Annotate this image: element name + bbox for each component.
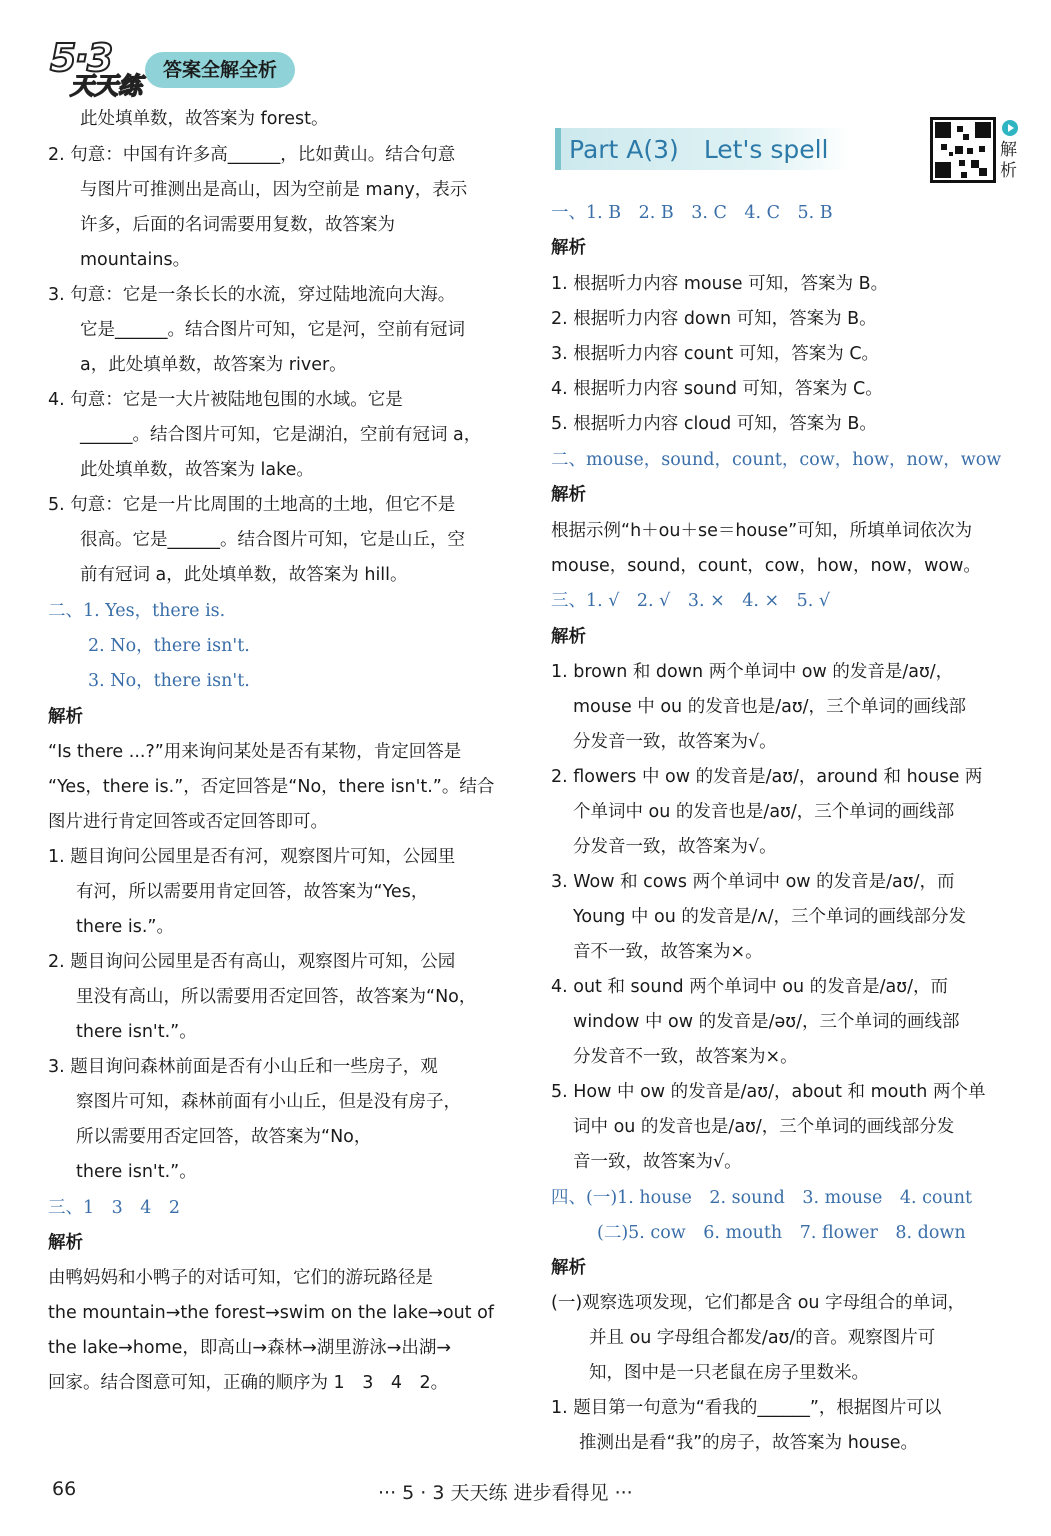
left-text-line: 3. 句意：它是一条长长的水流，穿过陆地流向大海。 <box>48 285 456 305</box>
left-text-line: 察图片可知，森林前面有小山丘，但是没有房子， <box>76 1092 461 1112</box>
left-text-line: there isn't.”。 <box>76 1022 197 1042</box>
right-text-line: 解析 <box>551 485 586 505</box>
right-text-line: 并且 ou 字母组合都发/aʊ/的音。观察图片可 <box>589 1328 936 1348</box>
qr-label: 解析 <box>1000 140 1017 181</box>
right-text-line: 4. 根据听力内容 sound 可知，答案为 C。 <box>551 379 883 399</box>
left-text-line: a，此处填单数，故答案为 river。 <box>80 355 347 375</box>
left-text-line: 2. No，there isn't. <box>88 636 250 656</box>
right-text-line: 3. 根据听力内容 count 可知，答案为 C。 <box>551 344 880 364</box>
right-text-line: 解析 <box>551 627 586 647</box>
left-text-line: there isn't.”。 <box>76 1162 197 1182</box>
left-text-line: 解析 <box>48 1233 83 1253</box>
right-text-line: 分发音不一致，故答案为×。 <box>573 1047 798 1067</box>
right-text-line: (二)5. cow 6. mouth 7. flower 8. down <box>597 1223 966 1243</box>
left-text-line: 由鸭妈妈和小鸭子的对话可知，它们的游玩路径是 <box>48 1268 433 1288</box>
right-text-line: 二、mouse，sound，count，cow，how，now，wow <box>551 450 1002 470</box>
left-text-line: “Is there ...?”用来询问某处是否有某物，肯定回答是 <box>48 742 462 762</box>
left-text-line: 里没有高山，所以需要用否定回答，故答案为“No， <box>76 987 477 1007</box>
right-text-line: mouse，sound，count，cow，how，now，wow。 <box>551 556 981 576</box>
section-title-text: Part A(3) Let's spell <box>569 135 829 164</box>
right-text-line: 个单词中 ou 的发音也是/aʊ/，三个单词的画线部 <box>573 802 955 822</box>
logo-text: 天天练 <box>70 72 142 100</box>
page-header <box>40 36 440 100</box>
footer-slogan: ··· 5 · 3 天天练 进步看得见 ··· <box>378 1482 633 1504</box>
right-text-line: 2. flowers 中 ow 的发音是/aʊ/，around 和 house 两 <box>551 767 983 787</box>
play-icon <box>1002 120 1018 136</box>
left-text-line: 3. No，there isn't. <box>88 671 250 691</box>
brand-logo <box>50 36 150 102</box>
left-text-line: 有河，所以需要用肯定回答，故答案为“Yes， <box>76 882 429 902</box>
left-text-line: 1. 题目询问公园里是否有河，观察图片可知，公园里 <box>48 847 456 867</box>
left-text-line: 2. 句意：中国有许多高______，比如黄山。结合句意 <box>48 145 456 165</box>
left-text-line: there is.”。 <box>76 917 174 937</box>
left-text-line: 二、1. Yes，there is. <box>48 601 226 621</box>
right-text-line: 四、(一)1. house 2. sound 3. mouse 4. count <box>551 1188 973 1208</box>
right-text-line: 音一致，故答案为√。 <box>573 1152 742 1172</box>
page-number: 66 <box>52 1478 77 1500</box>
left-text-line: ______。结合图片可知，它是湖泊，空前有冠词 a， <box>80 425 482 445</box>
left-text-line: 与图片可推测出是高山，因为空前是 many，表示 <box>80 180 468 200</box>
qr-code-icon[interactable] <box>930 117 996 183</box>
right-text-line: 知，图中是一只老鼠在房子里数米。 <box>589 1363 869 1383</box>
left-text-line: 图片进行肯定回答或否定回答即可。 <box>48 812 328 832</box>
left-text-line: 5. 句意：它是一片比周围的土地高的土地，但它不是 <box>48 495 456 515</box>
right-text-line: (一)观察选项发现，它们都是含 ou 字母组合的单词， <box>551 1293 966 1313</box>
left-text-line: 此处填单数，故答案为 lake。 <box>80 460 314 480</box>
right-text-line: 分发音一致，故答案为√。 <box>573 732 777 752</box>
left-text-line: 前有冠词 a，此处填单数，故答案为 hill。 <box>80 565 408 585</box>
left-text-line: the mountain→the forest→swim on the lake→out of <box>48 1303 494 1323</box>
left-text-line: 三、1 3 4 2 <box>48 1198 181 1218</box>
right-text-line: 5. 根据听力内容 cloud 可知，答案为 B。 <box>551 414 877 434</box>
right-text-line: 三、1. √ 2. √ 3. × 4. × 5. √ <box>551 591 831 611</box>
right-text-line: 词中 ou 的发音也是/aʊ/，三个单词的画线部分发 <box>573 1117 955 1137</box>
right-text-line: 1. brown 和 down 两个单词中 ow 的发音是/aʊ/， <box>551 662 954 682</box>
header-title: 答案全解全析 <box>145 52 295 88</box>
right-text-line: 根据示例“h＋ou＋se＝house”可知，所填单词依次为 <box>551 521 973 541</box>
right-text-line: 解析 <box>551 238 586 258</box>
right-text-line: 解析 <box>551 1258 586 1278</box>
left-text-line: 解析 <box>48 707 83 727</box>
left-text-line: 3. 题目询问森林前面是否有小山丘和一些房子，观 <box>48 1057 438 1077</box>
right-text-line: mouse 中 ou 的发音也是/aʊ/，三个单词的画线部 <box>573 697 967 717</box>
right-text-line: 3. Wow 和 cows 两个单词中 ow 的发音是/aʊ/，而 <box>551 872 955 892</box>
right-text-line: 分发音一致，故答案为√。 <box>573 837 777 857</box>
left-text-line: 回家。结合图意可知，正确的顺序为 1 3 4 2。 <box>48 1373 449 1393</box>
left-text-line: 所以需要用否定回答，故答案为“No， <box>76 1127 372 1147</box>
left-text-line: 2. 题目询问公园里是否有高山，观察图片可知，公园 <box>48 952 456 972</box>
logo-number: 5·3 <box>50 36 112 80</box>
left-text-line: mountains。 <box>80 250 191 270</box>
right-text-line: 5. How 中 ow 的发音是/aʊ/，about 和 mouth 两个单 <box>551 1082 986 1102</box>
right-text-line: Young 中 ou 的发音是/ʌ/，三个单词的画线部分发 <box>573 907 966 927</box>
right-text-line: 音不一致，故答案为×。 <box>573 942 763 962</box>
left-text-line: “Yes，there is.”，否定回答是“No，there isn't.”。结合 <box>48 777 495 797</box>
right-text-line: 一、1. B 2. B 3. C 4. C 5. B <box>551 203 833 223</box>
section-title <box>555 128 851 170</box>
right-text-line: window 中 ow 的发音是/əʊ/，三个单词的画线部 <box>573 1012 960 1032</box>
left-text-line: 此处填单数，故答案为 forest。 <box>80 109 329 129</box>
left-text-line: the lake→home，即高山→森林→湖里游泳→出湖→ <box>48 1338 452 1358</box>
left-text-line: 很高。它是______。结合图片可知，它是山丘，空 <box>80 530 465 550</box>
right-text-line: 4. out 和 sound 两个单词中 ou 的发音是/aʊ/，而 <box>551 977 948 997</box>
right-text-line: 推测出是看“我”的房子，故答案为 house。 <box>579 1433 918 1453</box>
right-text-line: 2. 根据听力内容 down 可知，答案为 B。 <box>551 309 877 329</box>
left-text-line: 它是______。结合图片可知，它是河，空前有冠词 <box>80 320 465 340</box>
right-text-line: 1. 根据听力内容 mouse 可知，答案为 B。 <box>551 274 889 294</box>
right-text-line: 1. 题目第一句意为“看我的______”，根据图片可以 <box>551 1398 942 1418</box>
left-text-line: 4. 句意：它是一大片被陆地包围的水域。它是 <box>48 390 403 410</box>
left-text-line: 许多，后面的名词需要用复数，故答案为 <box>80 215 395 235</box>
